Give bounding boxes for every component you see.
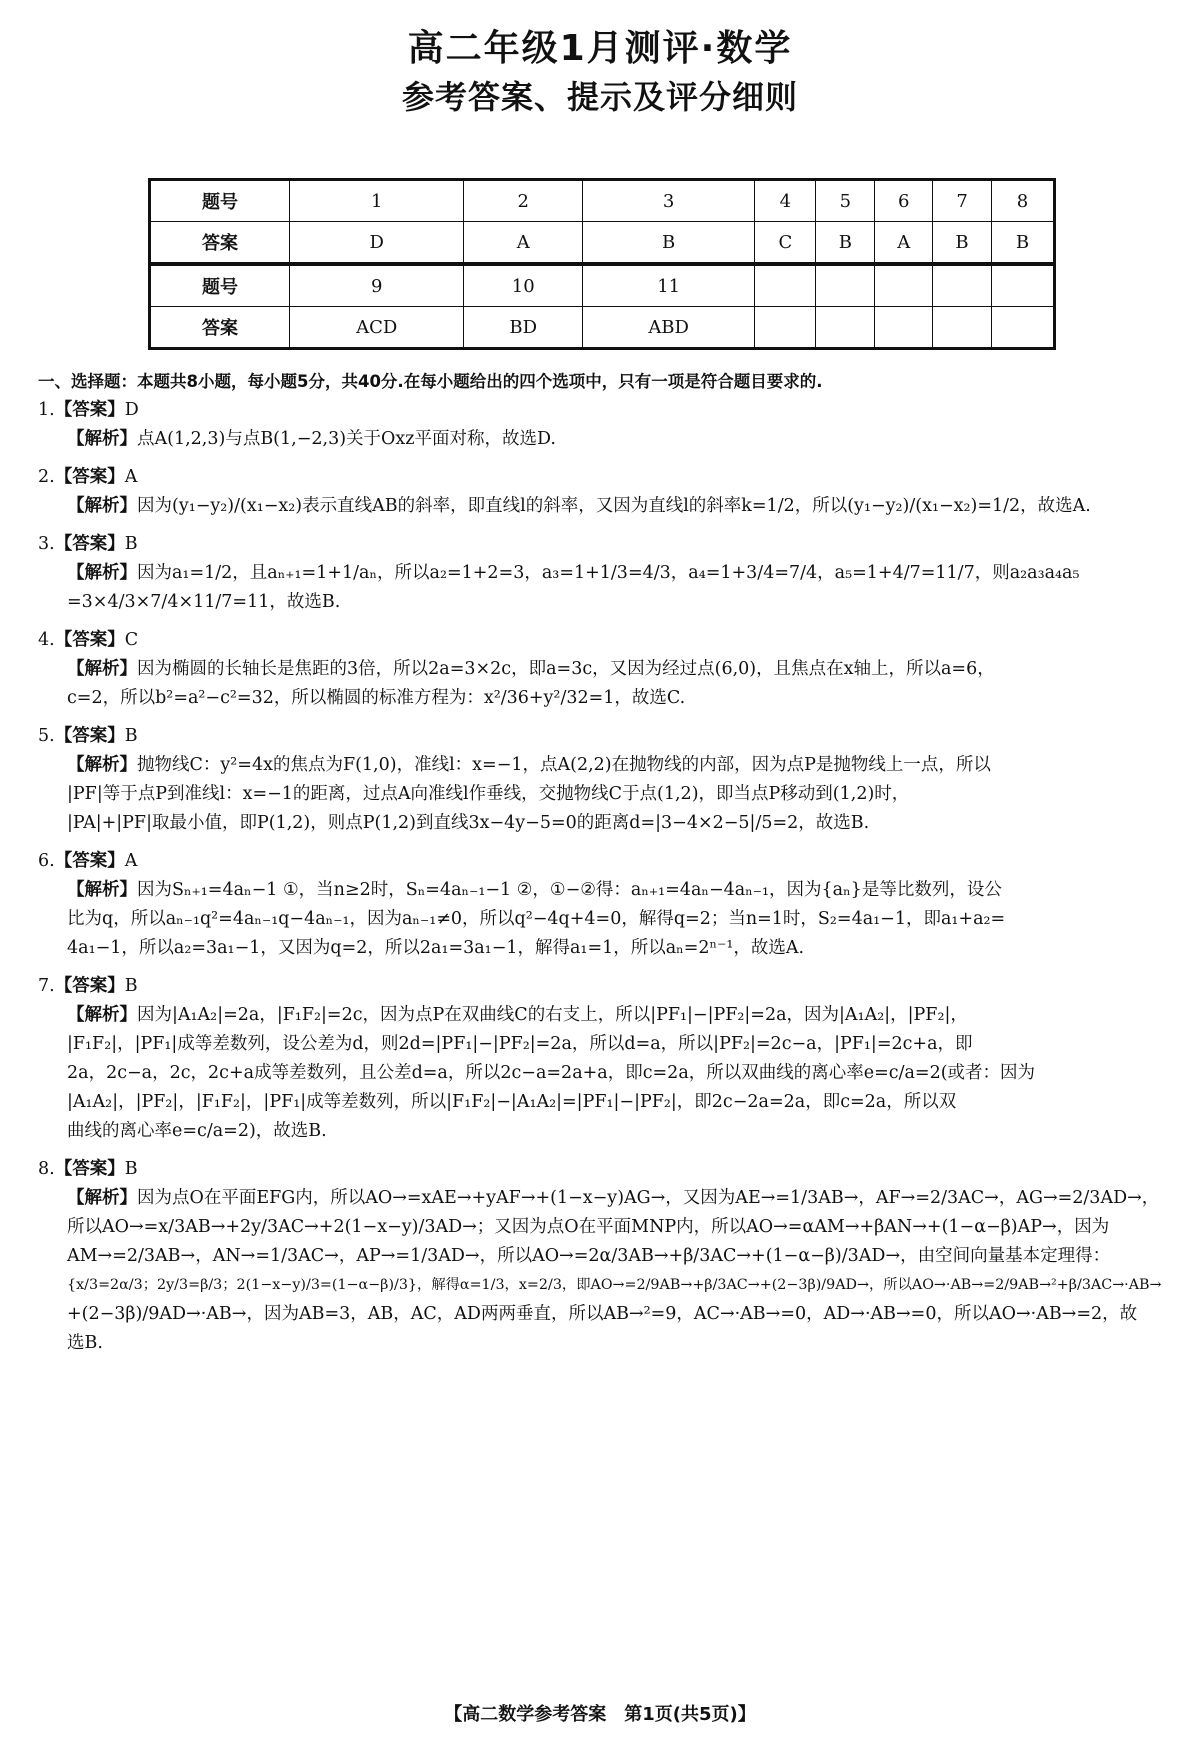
answer-tag: 【答案】 xyxy=(54,976,125,996)
cell xyxy=(875,307,933,349)
answer-value: B xyxy=(124,976,138,996)
analysis-tag: 【解析】 xyxy=(67,659,137,679)
row-head: 题号 xyxy=(150,180,290,222)
cell: 10 xyxy=(464,264,583,307)
answer-tag: 【答案】 xyxy=(54,630,125,650)
cell: 11 xyxy=(583,264,755,307)
cell xyxy=(875,264,933,307)
analysis-line xyxy=(38,1329,1168,1358)
analysis-line xyxy=(38,1242,1168,1271)
cell: 3 xyxy=(583,180,755,222)
cell: 4 xyxy=(755,180,816,222)
analysis-tag: 【解析】 xyxy=(67,880,137,900)
row-head: 题号 xyxy=(150,264,290,307)
cell xyxy=(755,307,816,349)
analysis-tag: 【解析】 xyxy=(67,755,137,775)
cell xyxy=(816,307,875,349)
row-head: 答案 xyxy=(150,222,290,265)
analysis-text: =3×4/3×7/4×11/7=11，故选B. xyxy=(67,592,341,612)
cell xyxy=(933,264,992,307)
analysis-text: 因为椭圆的长轴长是焦距的3倍，所以2a=3×2c，即a=3c，又因为经过点(6,0)，且焦点在x轴上，所以a=6， xyxy=(137,659,995,679)
table-row xyxy=(150,307,1055,349)
analysis-text: 因为a₁=1/2，且aₙ₊₁=1+1/aₙ，所以a₂=1+2=3，a₃=1+1/3=4/3，a₄=1+3/4=7/4，a₅=1+4/7=11/7，则a₂a₃a₄a₅ xyxy=(137,563,1080,583)
analysis-text: 2a，2c−a，2c，2c+a成等差数列，且公差d=a，所以2c−a=2a+a，即c=2a，所以双曲线的离心率e=c/a=2(或者：因为 xyxy=(67,1063,1036,1083)
table-row xyxy=(150,222,1055,265)
answer-tag: 【答案】 xyxy=(54,534,125,554)
analysis-line xyxy=(38,1088,1168,1117)
analysis-tag: 【解析】 xyxy=(67,1188,137,1208)
page-footer: 【高二数学参考答案 第1页(共5页)】 xyxy=(444,1704,756,1725)
answer-line xyxy=(38,396,1168,425)
answer-tag: 【答案】 xyxy=(54,1159,125,1179)
analysis-tag: 【解析】 xyxy=(67,496,137,516)
answer-tag: 【答案】 xyxy=(54,400,125,420)
analysis-tag: 【解析】 xyxy=(67,563,137,583)
answer-value: D xyxy=(124,400,139,420)
cell: 8 xyxy=(991,180,1054,222)
analysis-text: 比为q，所以aₙ₋₁q²=4aₙ₋₁q−4aₙ₋₁，因为aₙ₋₁≠0，所以q²−4q+4=0，解得q=2；当n=1时，S₂=4a₁−1，即a₁+a₂= xyxy=(67,909,1006,929)
page-title: 高二年级1月测评·数学 xyxy=(407,28,793,69)
analysis-text: 抛物线C：y²=4x的焦点为F(1,0)，准线l：x=−1，点A(2,2)在抛物线的内部，因为点P是抛物线上一点，所以 xyxy=(137,755,991,775)
analysis-text: 4a₁−1，所以a₂=3a₁−1，又因为q=2，所以2a₁=3a₁−1，解得a₁=1，所以aₙ=2ⁿ⁻¹，故选A. xyxy=(67,938,805,958)
answer-value: A xyxy=(124,851,138,871)
analysis-line xyxy=(38,425,1168,454)
answer-line xyxy=(38,972,1168,1001)
answer-tag: 【答案】 xyxy=(54,851,125,871)
answer-line xyxy=(38,847,1168,876)
analysis-line xyxy=(38,684,1168,713)
question-q3 xyxy=(38,530,1168,626)
analysis-line xyxy=(38,751,1168,780)
analysis-text: |PA|+|PF|取最小值，即P(1,2)，则点P(1,2)到直线3x−4y−5=0的距离d=|3−4×2−5|/5=2，故选B. xyxy=(67,813,870,833)
analysis-line xyxy=(38,1001,1168,1030)
analysis-text: 因为|A₁A₂|=2a，|F₁F₂|=2c，因为点P在双曲线C的右支上，所以|PF₁|−|PF₂|=2a，因为|A₁A₂|，|PF₂|， xyxy=(137,1005,968,1025)
cell: B xyxy=(933,222,992,265)
answer-tag: 【答案】 xyxy=(54,467,125,487)
analysis-text: 因为点O在平面EFG内，所以AO→=xAE→+yAF→+(1−x−y)AG→，又因为AE→=1/3AB→，AF→=2/3AC→，AG→=2/3AD→， xyxy=(137,1188,1160,1208)
question-list xyxy=(38,396,1168,1367)
page-subtitle: 参考答案、提示及评分细则 xyxy=(401,78,798,116)
analysis-line xyxy=(38,1059,1168,1088)
cell: A xyxy=(875,222,933,265)
question-number: 3. xyxy=(38,534,55,554)
answer-line xyxy=(38,722,1168,751)
analysis-line xyxy=(38,780,1168,809)
table-row xyxy=(150,264,1055,307)
cell: B xyxy=(583,222,755,265)
answer-value: C xyxy=(124,630,139,650)
analysis-text: |PF|等于点P到准线l：x=−1的距离，过点A向准线l作垂线，交抛物线C于点(1,2)，即当点P移动到(1,2)时， xyxy=(67,784,910,804)
cell xyxy=(991,264,1054,307)
cell xyxy=(755,264,816,307)
analysis-text: AM→=2/3AB→，AN→=1/3AC→，AP→=1/3AD→，所以AO→=2α/3AB→+β/3AC→+(1−α−β)/3AD→，由空间向量基本定理得： xyxy=(67,1246,1111,1266)
solutions-body xyxy=(38,367,1168,1367)
analysis-line xyxy=(38,1300,1168,1329)
cell: D xyxy=(290,222,464,265)
cell: ABD xyxy=(583,307,755,349)
cell: ACD xyxy=(290,307,464,349)
analysis-line xyxy=(38,934,1168,963)
analysis-line xyxy=(38,1184,1168,1213)
answer-value: B xyxy=(124,534,138,554)
analysis-text: 所以AO→=x/3AB→+2y/3AC→+2(1−x−y)/3AD→；又因为点O在平面MNP内，所以AO→=αAM→+βAN→+(1−α−β)AP→，因为 xyxy=(67,1217,1110,1237)
analysis-tag: 【解析】 xyxy=(67,429,137,449)
analysis-text: 因为Sₙ₊₁=4aₙ−1 ①，当n≥2时，Sₙ=4aₙ₋₁−1 ②，①−②得：aₙ₊₁=4aₙ−4aₙ₋₁，因为{aₙ}是等比数列，设公 xyxy=(137,880,1002,900)
analysis-text: |A₁A₂|，|PF₂|，|F₁F₂|，|PF₁|成等差数列，所以|F₁F₂|−|A₁A₂|=|PF₁|−|PF₂|，即2c−2a=2a，即c=2a，所以双 xyxy=(67,1092,957,1112)
question-q7 xyxy=(38,972,1168,1155)
analysis-text: 因为(y₁−y₂)/(x₁−x₂)表示直线AB的斜率，即直线l的斜率，又因为直线l的斜率k=1/2，所以(y₁−y₂)/(x₁−x₂)=1/2，故选A. xyxy=(137,496,1091,516)
answer-line xyxy=(38,626,1168,655)
cell: 6 xyxy=(875,180,933,222)
cell: A xyxy=(464,222,583,265)
analysis-text: 选B. xyxy=(67,1333,103,1353)
cell xyxy=(991,307,1054,349)
analysis-text: 点A(1,2,3)与点B(1,−2,3)关于Oxz平面对称，故选D. xyxy=(137,429,556,449)
cell: 9 xyxy=(290,264,464,307)
answer-value: A xyxy=(124,467,138,487)
analysis-line xyxy=(38,876,1168,905)
analysis-text: |F₁F₂|，|PF₁|成等差数列，设公差为d，则2d=|PF₁|−|PF₂|=2a，所以d=a，所以|PF₂|=2c−a，|PF₁|=2c+a，即 xyxy=(67,1034,973,1054)
cell: C xyxy=(755,222,816,265)
analysis-line xyxy=(38,1213,1168,1242)
analysis-tag: 【解析】 xyxy=(67,1005,137,1025)
analysis-text: 曲线的离心率e=c/a=2)，故选B. xyxy=(67,1121,327,1141)
analysis-text: c=2，所以b²=a²−c²=32，所以椭圆的标准方程为：x²/36+y²/32=1，故选C. xyxy=(67,688,686,708)
answer-line xyxy=(38,530,1168,559)
row-head: 答案 xyxy=(150,307,290,349)
analysis-text: +(2−3β)/9AD→·AB→，因为AB=3，AB，AC，AD两两垂直，所以AB→²=9，AC→·AB→=0，AD→·AB→=0，所以AO→·AB→=2，故 xyxy=(67,1304,1138,1324)
question-number: 5. xyxy=(38,726,55,746)
answer-table xyxy=(148,178,1056,350)
answer-line xyxy=(38,1155,1168,1184)
question-number: 7. xyxy=(38,976,55,996)
answer-tag: 【答案】 xyxy=(54,726,125,746)
question-number: 1. xyxy=(38,400,55,420)
cell: 7 xyxy=(933,180,992,222)
analysis-line xyxy=(38,809,1168,838)
cell: B xyxy=(816,222,875,265)
analysis-text: {x/3=2α/3；2y/3=β/3；2(1−x−y)/3=(1−α−β)/3}，解得α=1/3，x=2/3，即AO→=2/9AB→+β/3AC→+(2−3β)/9AD→，所以AO→·AB→=2/9AB→²+β/3AC→·AB→ xyxy=(67,1277,1162,1293)
cell: 5 xyxy=(816,180,875,222)
cell: B xyxy=(991,222,1054,265)
question-q6 xyxy=(38,847,1168,972)
question-q5 xyxy=(38,722,1168,847)
answer-value: B xyxy=(124,726,138,746)
answer-value: B xyxy=(124,1159,138,1179)
analysis-line xyxy=(38,655,1168,684)
question-q4 xyxy=(38,626,1168,722)
question-number: 2. xyxy=(38,467,55,487)
cell xyxy=(816,264,875,307)
cell xyxy=(933,307,992,349)
cell: 1 xyxy=(290,180,464,222)
question-number: 6. xyxy=(38,851,55,871)
section-heading: 一、选择题：本题共8小题，每小题5分，共40分.在每小题给出的四个选项中，只有一项是符合题目要求的. xyxy=(38,372,823,391)
table-row xyxy=(150,180,1055,222)
analysis-line xyxy=(38,1030,1168,1059)
cell: BD xyxy=(464,307,583,349)
analysis-line xyxy=(38,559,1168,588)
question-number: 4. xyxy=(38,630,55,650)
question-q8 xyxy=(38,1155,1168,1367)
question-q2 xyxy=(38,463,1168,530)
cell: 2 xyxy=(464,180,583,222)
analysis-line xyxy=(38,1271,1168,1300)
analysis-line xyxy=(38,588,1168,617)
analysis-line xyxy=(38,905,1168,934)
analysis-line xyxy=(38,1117,1168,1146)
question-q1 xyxy=(38,396,1168,463)
question-number: 8. xyxy=(38,1159,55,1179)
analysis-line xyxy=(38,492,1168,521)
answer-line xyxy=(38,463,1168,492)
